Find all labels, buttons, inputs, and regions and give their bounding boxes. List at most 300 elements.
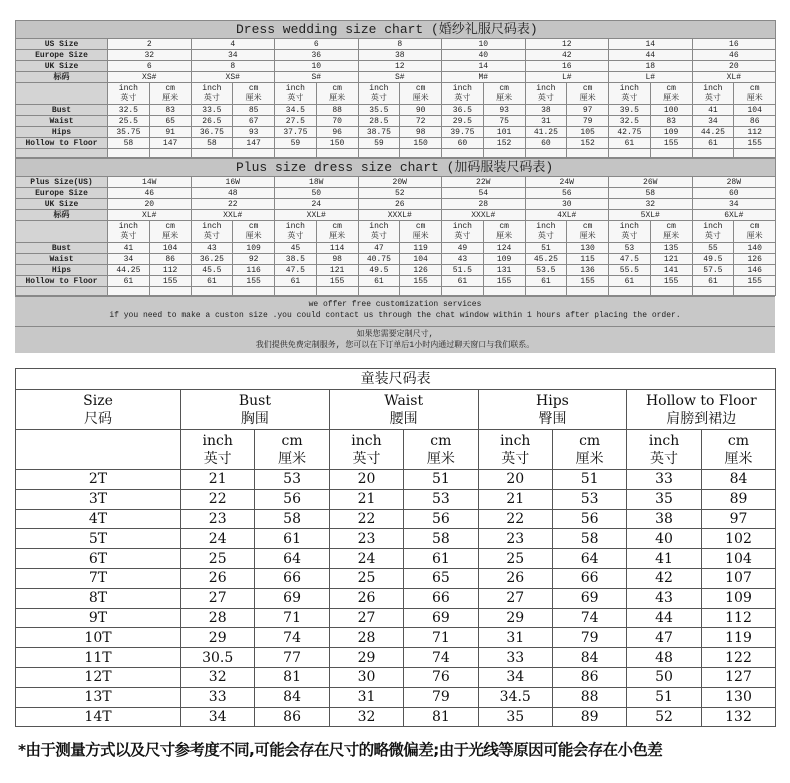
measurement-cell: 22: [329, 509, 403, 529]
row-label: Bust: [16, 243, 108, 254]
measurement-cell: 89: [552, 707, 626, 727]
unit-cm: [149, 83, 191, 105]
unit-label: inch: [118, 221, 138, 231]
row-label: Europe Size: [16, 188, 108, 199]
unit-inch: [609, 83, 651, 105]
measurement-cell: 130: [567, 243, 609, 254]
measurement-cell: 21: [181, 470, 255, 490]
empty-cell: [16, 149, 108, 158]
measurement-cell: 31: [329, 687, 403, 707]
measurement-cell: 44.25: [108, 265, 150, 276]
measurement-cell: 104: [701, 549, 776, 569]
unit-label: cm: [499, 221, 509, 231]
empty-cell: [650, 287, 692, 296]
measurement-cell: 47: [358, 243, 400, 254]
measurement-cell: 104: [400, 254, 442, 265]
measurement-cell: 53: [609, 243, 651, 254]
measurement-cell: 49.5: [692, 254, 734, 265]
measurement-cell: 48: [627, 648, 701, 668]
measurement-cell: 85: [233, 105, 275, 116]
measurement-cell: 155: [149, 276, 191, 287]
table-row: [16, 509, 776, 529]
size-cell: XL#: [692, 72, 776, 83]
unit-label-cn: 厘米: [496, 231, 513, 241]
measurement-cell: 20: [329, 470, 403, 490]
table-row: [16, 489, 776, 509]
measurement-cell: 40: [627, 529, 701, 549]
measurement-cell: 86: [149, 254, 191, 265]
measurement-cell: 98: [316, 254, 358, 265]
unit-label: cm: [165, 221, 175, 231]
size-cell: XXXL#: [442, 210, 526, 221]
measurement-cell: 79: [567, 116, 609, 127]
unit-label-cn: 厘米: [579, 93, 596, 103]
table-row: [16, 529, 776, 549]
size-cell: L#: [525, 72, 609, 83]
measurement-cell: 41: [692, 105, 734, 116]
size-cell: XS#: [108, 72, 192, 83]
measurement-cell: 25: [478, 549, 552, 569]
measurement-cell: 90: [400, 105, 442, 116]
size-cell: 48: [191, 188, 275, 199]
measurement-cell: 27: [181, 588, 255, 608]
plus-size-table: [15, 158, 776, 296]
unit-inch: [108, 83, 150, 105]
empty-cell: [442, 287, 484, 296]
measurement-cell: 150: [316, 138, 358, 149]
measurement-cell: 32.5: [108, 105, 150, 116]
measurement-cell: 126: [734, 254, 776, 265]
size-cell: 2: [108, 39, 192, 50]
measurement-cell: 41: [627, 549, 701, 569]
size-cell: 14: [442, 61, 526, 72]
unit-label-cn: 厘米: [746, 231, 763, 241]
header-cn: 腰围: [389, 410, 418, 427]
size-cell: 4T: [16, 509, 181, 529]
measurement-cell: 55: [692, 243, 734, 254]
unit-label: cm: [666, 83, 676, 93]
unit-label: inch: [202, 83, 222, 93]
note-en-line1: we offer free customization services: [308, 300, 482, 309]
unit-label: inch: [369, 221, 389, 231]
measurement-cell: 28.5: [358, 116, 400, 127]
unit-inch: [478, 430, 552, 470]
measurement-row: [16, 138, 776, 149]
unit-label-cn: 厘米: [746, 93, 763, 103]
measurement-cell: 33: [181, 687, 255, 707]
measurement-cell: 69: [404, 608, 478, 628]
unit-label: inch: [648, 432, 680, 449]
measurement-row: [16, 254, 776, 265]
measurement-row: [16, 265, 776, 276]
measurement-cell: 88: [316, 105, 358, 116]
table-title: Dress wedding size chart (婚纱礼服尺码表): [16, 21, 776, 39]
measurement-cell: 83: [650, 116, 692, 127]
measurement-cell: 43: [627, 588, 701, 608]
note-cn-line2: 我们提供免费定制服务, 您可以在下订单后1小时内通过聊天窗口与我们联系。: [255, 341, 535, 350]
empty-cell: [483, 287, 525, 296]
empty-cell: [191, 149, 233, 158]
measurement-cell: 58: [191, 138, 233, 149]
measurement-cell: 43: [442, 254, 484, 265]
measurement-cell: 41: [108, 243, 150, 254]
customization-note-cn: [15, 326, 775, 353]
size-cell: 4: [191, 39, 275, 50]
unit-label-cn: 厘米: [579, 231, 596, 241]
measurement-cell: 92: [233, 254, 275, 265]
measurement-cell: 112: [701, 608, 776, 628]
measurement-cell: 76: [404, 667, 478, 687]
header-en: Size: [83, 392, 113, 409]
unit-cm: [233, 221, 275, 243]
unit-label: inch: [500, 432, 531, 449]
unit-inch: [275, 221, 317, 243]
measurement-cell: 60: [525, 138, 567, 149]
unit-label: cm: [430, 432, 452, 449]
measurement-cell: 25: [181, 549, 255, 569]
measurement-cell: 86: [734, 116, 776, 127]
unit-label-cn: 英寸: [454, 231, 471, 241]
row-label: Hollow to Floor: [16, 138, 108, 149]
unit-row: [16, 221, 776, 243]
header-en: Hips: [536, 392, 569, 409]
row-label: 标码: [16, 210, 108, 221]
measurement-cell: 71: [255, 608, 329, 628]
unit-label: inch: [351, 432, 382, 449]
header-en: Bust: [238, 392, 271, 409]
measurement-cell: 47.5: [609, 254, 651, 265]
unit-label: inch: [536, 221, 556, 231]
unit-label-cn: 英寸: [454, 93, 471, 103]
size-cell: 38: [358, 50, 442, 61]
measurement-cell: 109: [650, 127, 692, 138]
measurement-cell: 50: [627, 667, 701, 687]
unit-label-cn: 厘米: [245, 231, 262, 241]
measurement-cell: 101: [483, 127, 525, 138]
size-cell: 56: [525, 188, 609, 199]
unit-cm: [650, 83, 692, 105]
measurement-cell: 34.5: [478, 687, 552, 707]
unit-label: inch: [118, 83, 138, 93]
empty-cell: [149, 287, 191, 296]
unit-label: cm: [666, 221, 676, 231]
empty-cell: [609, 149, 651, 158]
unit-label-cn: 英寸: [352, 450, 381, 467]
empty-cell: [108, 149, 150, 158]
measurement-cell: 65: [404, 568, 478, 588]
unit-label-cn: 英寸: [370, 231, 387, 241]
measurement-cell: 84: [701, 470, 776, 490]
size-cell: 52: [358, 188, 442, 199]
unit-label-cn: 厘米: [412, 93, 429, 103]
measurement-cell: 74: [404, 648, 478, 668]
measurement-cell: 112: [149, 265, 191, 276]
row-label: Bust: [16, 105, 108, 116]
unit-row: [16, 83, 776, 105]
unit-label-cn: 英寸: [203, 231, 220, 241]
unit-cm: [552, 430, 626, 470]
measurement-cell: 107: [701, 568, 776, 588]
row-label: Waist: [16, 254, 108, 265]
measurement-cell: 136: [567, 265, 609, 276]
size-cell: 32: [108, 50, 192, 61]
measurement-cell: 61: [609, 276, 651, 287]
size-cell: 7T: [16, 568, 181, 588]
unit-label-cn: 厘米: [724, 450, 753, 467]
table-row: [16, 470, 776, 490]
empty-cell: [316, 149, 358, 158]
measurement-cell: 57.5: [692, 265, 734, 276]
measurement-cell: 70: [316, 116, 358, 127]
table-row: [16, 568, 776, 588]
measurement-cell: 155: [483, 276, 525, 287]
measurement-cell: 44.25: [692, 127, 734, 138]
unit-label: inch: [536, 83, 556, 93]
measurement-cell: 126: [400, 265, 442, 276]
measurement-cell: 112: [734, 127, 776, 138]
measurement-cell: 121: [316, 265, 358, 276]
measurement-cell: 69: [552, 588, 626, 608]
measurement-cell: 45: [275, 243, 317, 254]
empty-cell: [16, 221, 108, 243]
measurement-cell: 43: [191, 243, 233, 254]
unit-inch: [525, 221, 567, 243]
size-cell: 14T: [16, 707, 181, 727]
size-cell: 54: [442, 188, 526, 199]
measurement-cell: 34: [108, 254, 150, 265]
size-row: [16, 210, 776, 221]
measurement-cell: 77: [255, 648, 329, 668]
unit-cm: [255, 430, 329, 470]
measurement-cell: 141: [650, 265, 692, 276]
measurement-cell: 27: [478, 588, 552, 608]
measurement-cell: 96: [316, 127, 358, 138]
measurement-cell: 32: [329, 707, 403, 727]
measurement-cell: 66: [255, 568, 329, 588]
size-cell: 8: [358, 39, 442, 50]
unit-cm: [701, 430, 776, 470]
measurement-cell: 59: [275, 138, 317, 149]
measurement-cell: 51: [525, 243, 567, 254]
measurement-cell: 29: [329, 648, 403, 668]
measurement-cell: 37.75: [275, 127, 317, 138]
measurement-cell: 79: [552, 628, 626, 648]
measurement-cell: 23: [478, 529, 552, 549]
measurement-cell: 98: [400, 127, 442, 138]
column-header: [478, 390, 627, 430]
unit-inch: [108, 221, 150, 243]
unit-inch: [191, 83, 233, 105]
table-title-row: [16, 21, 776, 39]
measurement-cell: 71: [404, 628, 478, 648]
unit-label: cm: [165, 83, 175, 93]
column-header: [627, 390, 776, 430]
measurement-cell: 66: [552, 568, 626, 588]
measurement-cell: 34: [181, 707, 255, 727]
size-cell: 46: [108, 188, 192, 199]
measurement-cell: 75: [483, 116, 525, 127]
unit-label: inch: [619, 221, 639, 231]
measurement-cell: 38: [627, 509, 701, 529]
measurement-cell: 21: [478, 489, 552, 509]
measurement-cell: 42.75: [609, 127, 651, 138]
column-header: [329, 390, 478, 430]
size-cell: 13T: [16, 687, 181, 707]
empty-cell: [16, 430, 181, 470]
measurement-cell: 23: [329, 529, 403, 549]
measurement-cell: 66: [404, 588, 478, 608]
unit-label-cn: 英寸: [287, 93, 304, 103]
size-cell: XXL#: [191, 210, 275, 221]
unit-label-cn: 厘米: [575, 450, 604, 467]
size-cell: 20: [108, 199, 192, 210]
unit-inch: [358, 83, 400, 105]
size-row: [16, 72, 776, 83]
size-cell: 8T: [16, 588, 181, 608]
measurement-cell: 64: [552, 549, 626, 569]
measurement-cell: 56: [255, 489, 329, 509]
note-cn-line1: 如果您需要定制尺寸,: [356, 330, 434, 339]
unit-label: cm: [332, 83, 342, 93]
measurement-cell: 47.5: [275, 265, 317, 276]
size-cell: 50: [275, 188, 359, 199]
measurement-cell: 51.5: [442, 265, 484, 276]
unit-label-cn: 英寸: [621, 93, 638, 103]
measurement-cell: 72: [400, 116, 442, 127]
size-cell: 16W: [191, 177, 275, 188]
unit-inch: [329, 430, 403, 470]
unit-label-cn: 英寸: [704, 93, 721, 103]
header-cn: 胸围: [240, 410, 269, 427]
empty-cell: [233, 287, 275, 296]
table-title: Plus size dress size chart (加码服装尺码表): [16, 159, 776, 177]
measurement-cell: 79: [404, 687, 478, 707]
empty-cell: [191, 287, 233, 296]
unit-inch: [191, 221, 233, 243]
measurement-cell: 53: [255, 470, 329, 490]
empty-cell: [400, 149, 442, 158]
measurement-cell: 22: [181, 489, 255, 509]
measurement-cell: 61: [692, 276, 734, 287]
unit-label-cn: 英寸: [650, 450, 679, 467]
measurement-cell: 89: [701, 489, 776, 509]
measurement-cell: 34.5: [275, 105, 317, 116]
measurement-cell: 51: [404, 470, 478, 490]
row-label: Hips: [16, 265, 108, 276]
unit-label-cn: 英寸: [203, 93, 220, 103]
unit-inch: [692, 83, 734, 105]
size-cell: 6XL#: [692, 210, 776, 221]
unit-cm: [316, 221, 358, 243]
measurement-cell: 35.75: [108, 127, 150, 138]
measurement-cell: 61: [525, 276, 567, 287]
empty-cell: [316, 287, 358, 296]
row-label: Hollow to Floor: [16, 276, 108, 287]
unit-label: cm: [582, 221, 593, 231]
unit-cm: [149, 221, 191, 243]
measurement-cell: 31: [478, 628, 552, 648]
row-label: Europe Size: [16, 50, 108, 61]
measurement-cell: 61: [108, 276, 150, 287]
wedding-size-table: [15, 20, 776, 158]
size-cell: 28W: [692, 177, 776, 188]
empty-cell: [358, 149, 400, 158]
measurement-cell: 22: [478, 509, 552, 529]
table-row: [16, 588, 776, 608]
unit-cm: [483, 83, 525, 105]
size-cell: 26: [358, 199, 442, 210]
size-cell: 6: [275, 39, 359, 50]
unit-label-cn: 英寸: [287, 231, 304, 241]
measurement-cell: 26: [478, 568, 552, 588]
unit-label: cm: [579, 432, 601, 449]
size-cell: 58: [609, 188, 693, 199]
measurement-row: [16, 276, 776, 287]
measurement-cell: 109: [233, 243, 275, 254]
size-cell: 26W: [609, 177, 693, 188]
note-en-line2: if you need to make a custon size .you could contact us through the chat window within 1 hours after placing the order.: [109, 311, 681, 320]
size-cell: 9T: [16, 608, 181, 628]
unit-label: cm: [415, 83, 426, 93]
measurement-cell: 104: [149, 243, 191, 254]
table-title: 童装尺码表: [16, 369, 776, 390]
measurement-cell: 104: [734, 105, 776, 116]
unit-label-cn: 英寸: [621, 231, 638, 241]
measurement-cell: 155: [233, 276, 275, 287]
size-cell: 40: [442, 50, 526, 61]
empty-cell: [233, 149, 275, 158]
size-cell: S#: [358, 72, 442, 83]
measurement-cell: 49: [442, 243, 484, 254]
size-cell: 6T: [16, 549, 181, 569]
measurement-cell: 41.25: [525, 127, 567, 138]
measurement-cell: 61: [442, 276, 484, 287]
measurement-cell: 61: [191, 276, 233, 287]
size-cell: 44: [609, 50, 693, 61]
empty-cell: [692, 149, 734, 158]
measurement-cell: 35.5: [358, 105, 400, 116]
measurement-cell: 58: [108, 138, 150, 149]
unit-label: inch: [285, 83, 305, 93]
measurement-cell: 25: [329, 568, 403, 588]
unit-label: cm: [332, 221, 342, 231]
size-cell: 42: [525, 50, 609, 61]
measurement-cell: 47: [627, 628, 701, 648]
measurement-cell: 28: [329, 628, 403, 648]
measurement-cell: 155: [650, 276, 692, 287]
adult-size-charts: [15, 20, 775, 350]
size-cell: 22: [191, 199, 275, 210]
unit-label: inch: [369, 83, 389, 93]
size-cell: XXXL#: [358, 210, 442, 221]
size-cell: 60: [692, 188, 776, 199]
size-cell: 24: [275, 199, 359, 210]
table-title-row: [16, 159, 776, 177]
size-cell: 4XL#: [525, 210, 609, 221]
measurement-cell: 26.5: [191, 116, 233, 127]
unit-label-cn: 厘米: [663, 231, 680, 241]
measurement-cell: 38.75: [358, 127, 400, 138]
measurement-cell: 39.75: [442, 127, 484, 138]
row-label: UK Size: [16, 61, 108, 72]
unit-inch: [358, 221, 400, 243]
row-label: UK Size: [16, 199, 108, 210]
unit-label-cn: 英寸: [704, 231, 721, 241]
measurement-cell: 155: [316, 276, 358, 287]
size-cell: 5T: [16, 529, 181, 549]
spacer-row: [16, 287, 776, 296]
empty-cell: [567, 287, 609, 296]
